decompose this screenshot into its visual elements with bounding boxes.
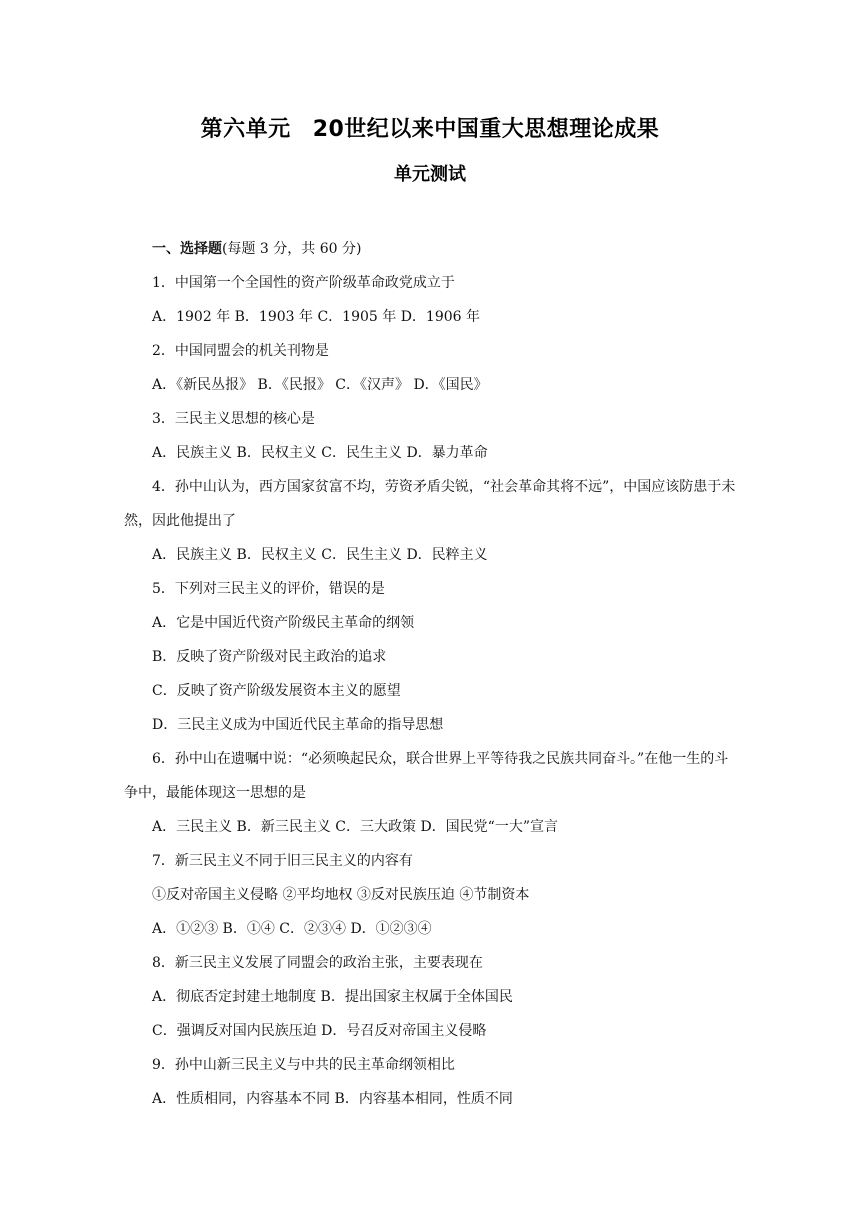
unit-label: 第六单元 (200, 117, 291, 142)
section-heading (124, 232, 740, 266)
question-8: 8．新三民主义发展了同盟会的政治主张，主要表现在 (152, 955, 483, 971)
section-title: 一、选择题 (152, 241, 222, 257)
question-5: 5．下列对三民主义的评价，错误的是 (152, 581, 385, 597)
question-7: 7．新三民主义不同于旧三民主义的内容有 (152, 853, 413, 869)
question-6: 6．孙中山在遗嘱中说：“必须唤起民众，联合世界上平等待我之民族共同奋斗。”在他一生的斗争中，最能体现这一思想的是 (124, 751, 729, 801)
question-3: 3．三民主义思想的核心是 (152, 411, 315, 427)
unit-subtitle: 单元测试 (394, 164, 466, 185)
question-2: 2．中国同盟会的机关刊物是 (152, 343, 329, 359)
section-note: (每题 3 分，共 60 分) (222, 241, 362, 257)
question-9: 9．孙中山新三民主义与中共的民主革命纲领相比 (152, 1057, 455, 1073)
question-8-options-ab: A．彻底否定封建土地制度 B．提出国家主权属于全体国民 (152, 989, 513, 1005)
question-1-options: A．1902 年 B．1903 年 C．1905 年 D．1906 年 (152, 309, 481, 325)
question-5-option-d: D．三民主义成为中国近代民主革命的指导思想 (152, 717, 444, 733)
unit-topic: 20世纪以来中国重大思想理论成果 (312, 117, 660, 142)
question-1: 1．中国第一个全国性的资产阶级革命政党成立于 (152, 275, 455, 291)
unit-title (0, 112, 860, 143)
question-list (124, 232, 740, 1116)
question-4: 4．孙中山认为，西方国家贫富不均，劳资矛盾尖锐，“社会革命其将不远”，中国应该防患于未然，因此他提出了 (124, 479, 736, 529)
question-4-options: A．民族主义 B．民权主义 C．民生主义 D．民粹主义 (152, 547, 488, 563)
question-2-options: A．《新民丛报》 B．《民报》 C．《汉声》 D．《国民》 (152, 377, 488, 393)
question-5-option-c: C．反映了资产阶级发展资本主义的愿望 (152, 683, 401, 699)
question-3-options: A．民族主义 B．民权主义 C．民生主义 D．暴力革命 (152, 445, 488, 461)
question-5-option-b: B．反映了资产阶级对民主政治的追求 (152, 649, 387, 665)
question-5-option-a: A．它是中国近代资产阶级民主革命的纲领 (152, 615, 415, 631)
question-7-options: A．①②③ B．①④ C．②③④ D．①②③④ (152, 921, 432, 937)
question-9-options-ab: A．性质相同，内容基本不同 B．内容基本相同，性质不同 (152, 1091, 513, 1107)
question-8-options-cd: C．强调反对国内民族压迫 D．号召反对帝国主义侵略 (152, 1023, 487, 1039)
question-6-options: A．三民主义 B．新三民主义 C．三大政策 D．国民党“一大”宣言 (152, 819, 558, 835)
question-7-items: ①反对帝国主义侵略 ②平均地权 ③反对民族压迫 ④节制资本 (152, 887, 530, 903)
